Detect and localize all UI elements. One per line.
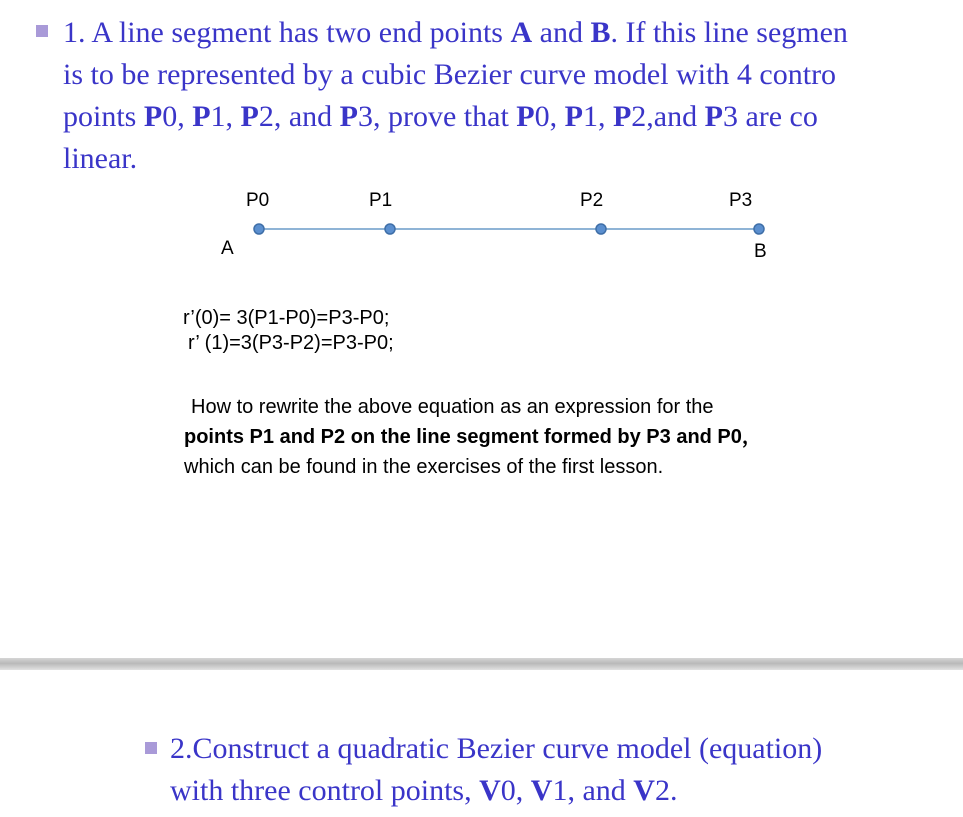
bold-symbol: V xyxy=(633,774,655,807)
bullet-icon xyxy=(145,742,157,754)
bold-symbol: B xyxy=(590,16,611,49)
bold-symbol: P xyxy=(240,100,259,133)
hint-line-1: How to rewrite the above equation as an expression for the xyxy=(191,396,714,418)
question-1-line-3: points P0, P1, P2, and P3, prove that P0, P1, P2,and P3 are co xyxy=(63,100,818,133)
question-2-line-2: with three control points, V0, V1, and V2. xyxy=(170,774,678,807)
bold-symbol: P xyxy=(192,100,211,133)
bold-symbol: P xyxy=(143,100,163,133)
label-endpoint-b: B xyxy=(754,241,767,262)
slide-divider xyxy=(0,658,963,670)
label-p2: P2 xyxy=(580,190,604,211)
line-segment-diagram xyxy=(0,0,963,300)
bold-symbol: P xyxy=(339,100,358,133)
hint-line-3: which can be found in the exercises of the first lesson. xyxy=(184,456,664,478)
control-point-p3 xyxy=(754,224,764,234)
equation-1: r’(0)= 3(P1-P0)=P3-P0; xyxy=(183,307,390,329)
bold-symbol: A xyxy=(510,16,533,49)
label-p3: P3 xyxy=(729,190,753,211)
bold-symbol: V xyxy=(530,774,553,807)
question-2-line-1: 2.Construct a quadratic Bezier curve model (equation) xyxy=(170,732,823,765)
bold-symbol: V xyxy=(479,774,501,807)
control-point-p1 xyxy=(385,224,395,234)
control-point-p2 xyxy=(596,224,606,234)
hint-line-2: points P1 and P2 on the line segment formed by P3 and P0， xyxy=(184,426,762,448)
bold-symbol: P xyxy=(516,100,535,133)
hint-note xyxy=(184,392,924,482)
question-1-line-1: 1. A line segment has two end points A and B. If this line segmen xyxy=(63,16,848,49)
control-point-p0 xyxy=(254,224,264,234)
label-p1: P1 xyxy=(369,190,393,211)
bold-symbol: P xyxy=(704,100,723,133)
question-1-line-4: linear. xyxy=(63,142,138,175)
label-endpoint-a: A xyxy=(221,238,234,259)
bold-symbol: P xyxy=(612,100,632,133)
question-1-line-2: is to be represented by a cubic Bezier curve model with 4 contro xyxy=(63,58,837,91)
equation-2: r’ (1)=3(P3-P2)=P3-P0; xyxy=(188,332,394,354)
bold-symbol: P xyxy=(564,100,583,133)
slide-2 xyxy=(0,670,963,817)
label-p0: P0 xyxy=(246,190,270,211)
question-2-text xyxy=(170,728,950,812)
